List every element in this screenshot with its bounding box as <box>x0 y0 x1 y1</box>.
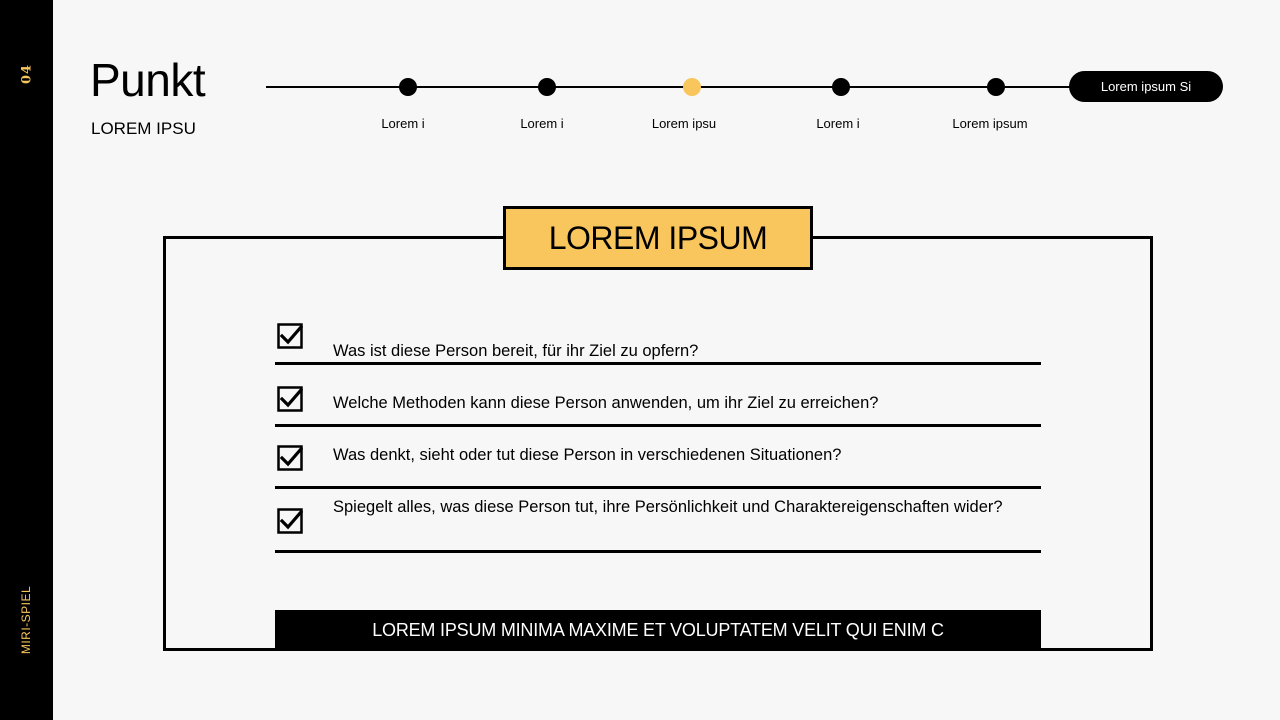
timeline-label-5: Lorem ipsum <box>952 116 1028 131</box>
slide-number: 04 <box>19 63 35 85</box>
footer-banner <box>275 610 1041 651</box>
timeline-dot-1[interactable] <box>399 78 417 96</box>
timeline-dot-5[interactable] <box>987 78 1005 96</box>
divider-line <box>275 424 1041 427</box>
panel-heading: LOREM IPSUM <box>548 219 768 256</box>
divider-line <box>275 486 1041 489</box>
sidebar <box>0 0 53 720</box>
checklist-item-4: Spiegelt alles, was diese Person tut, ihre Persönlichkeit und Charaktereigenschaften wider? <box>333 498 1003 516</box>
checklist-item-1: Was ist diese Person bereit, für ihr Ziel zu opfern? <box>333 342 699 360</box>
checklist-item-2: Welche Methoden kann diese Person anwenden, um ihr Ziel zu erreichen? <box>333 394 879 412</box>
sidebar-label: MIRI-SPIEL <box>19 585 33 655</box>
timeline-line <box>266 86 1086 88</box>
checkbox-checked-icon[interactable] <box>277 323 303 349</box>
timeline-label-3: Lorem ipsu <box>651 116 717 131</box>
timeline-end-pill[interactable]: Lorem ipsum Si <box>1069 71 1223 102</box>
panel-heading-box <box>503 206 813 270</box>
divider-line <box>275 362 1041 365</box>
timeline-label-1: Lorem i <box>381 116 425 131</box>
checkbox-checked-icon[interactable] <box>277 508 303 534</box>
footer-banner-text: LOREM IPSUM MINIMA MAXIME ET VOLUPTATEM VELIT QUI ENIM C <box>372 620 944 640</box>
timeline-label-2: Lorem i <box>520 116 564 131</box>
checkbox-checked-icon[interactable] <box>277 386 303 412</box>
divider-line <box>275 550 1041 553</box>
timeline-dot-4[interactable] <box>832 78 850 96</box>
page-subtitle: LOREM IPSU <box>91 119 196 138</box>
checkbox-checked-icon[interactable] <box>277 445 303 471</box>
page-title: Punkt <box>90 54 206 106</box>
checklist-item-3: Was denkt, sieht oder tut diese Person in verschiedenen Situationen? <box>333 446 842 464</box>
timeline-dot-2[interactable] <box>538 78 556 96</box>
timeline-dot-3-active[interactable] <box>683 78 701 96</box>
content-frame <box>163 236 1153 651</box>
timeline-label-4: Lorem i <box>816 116 860 131</box>
